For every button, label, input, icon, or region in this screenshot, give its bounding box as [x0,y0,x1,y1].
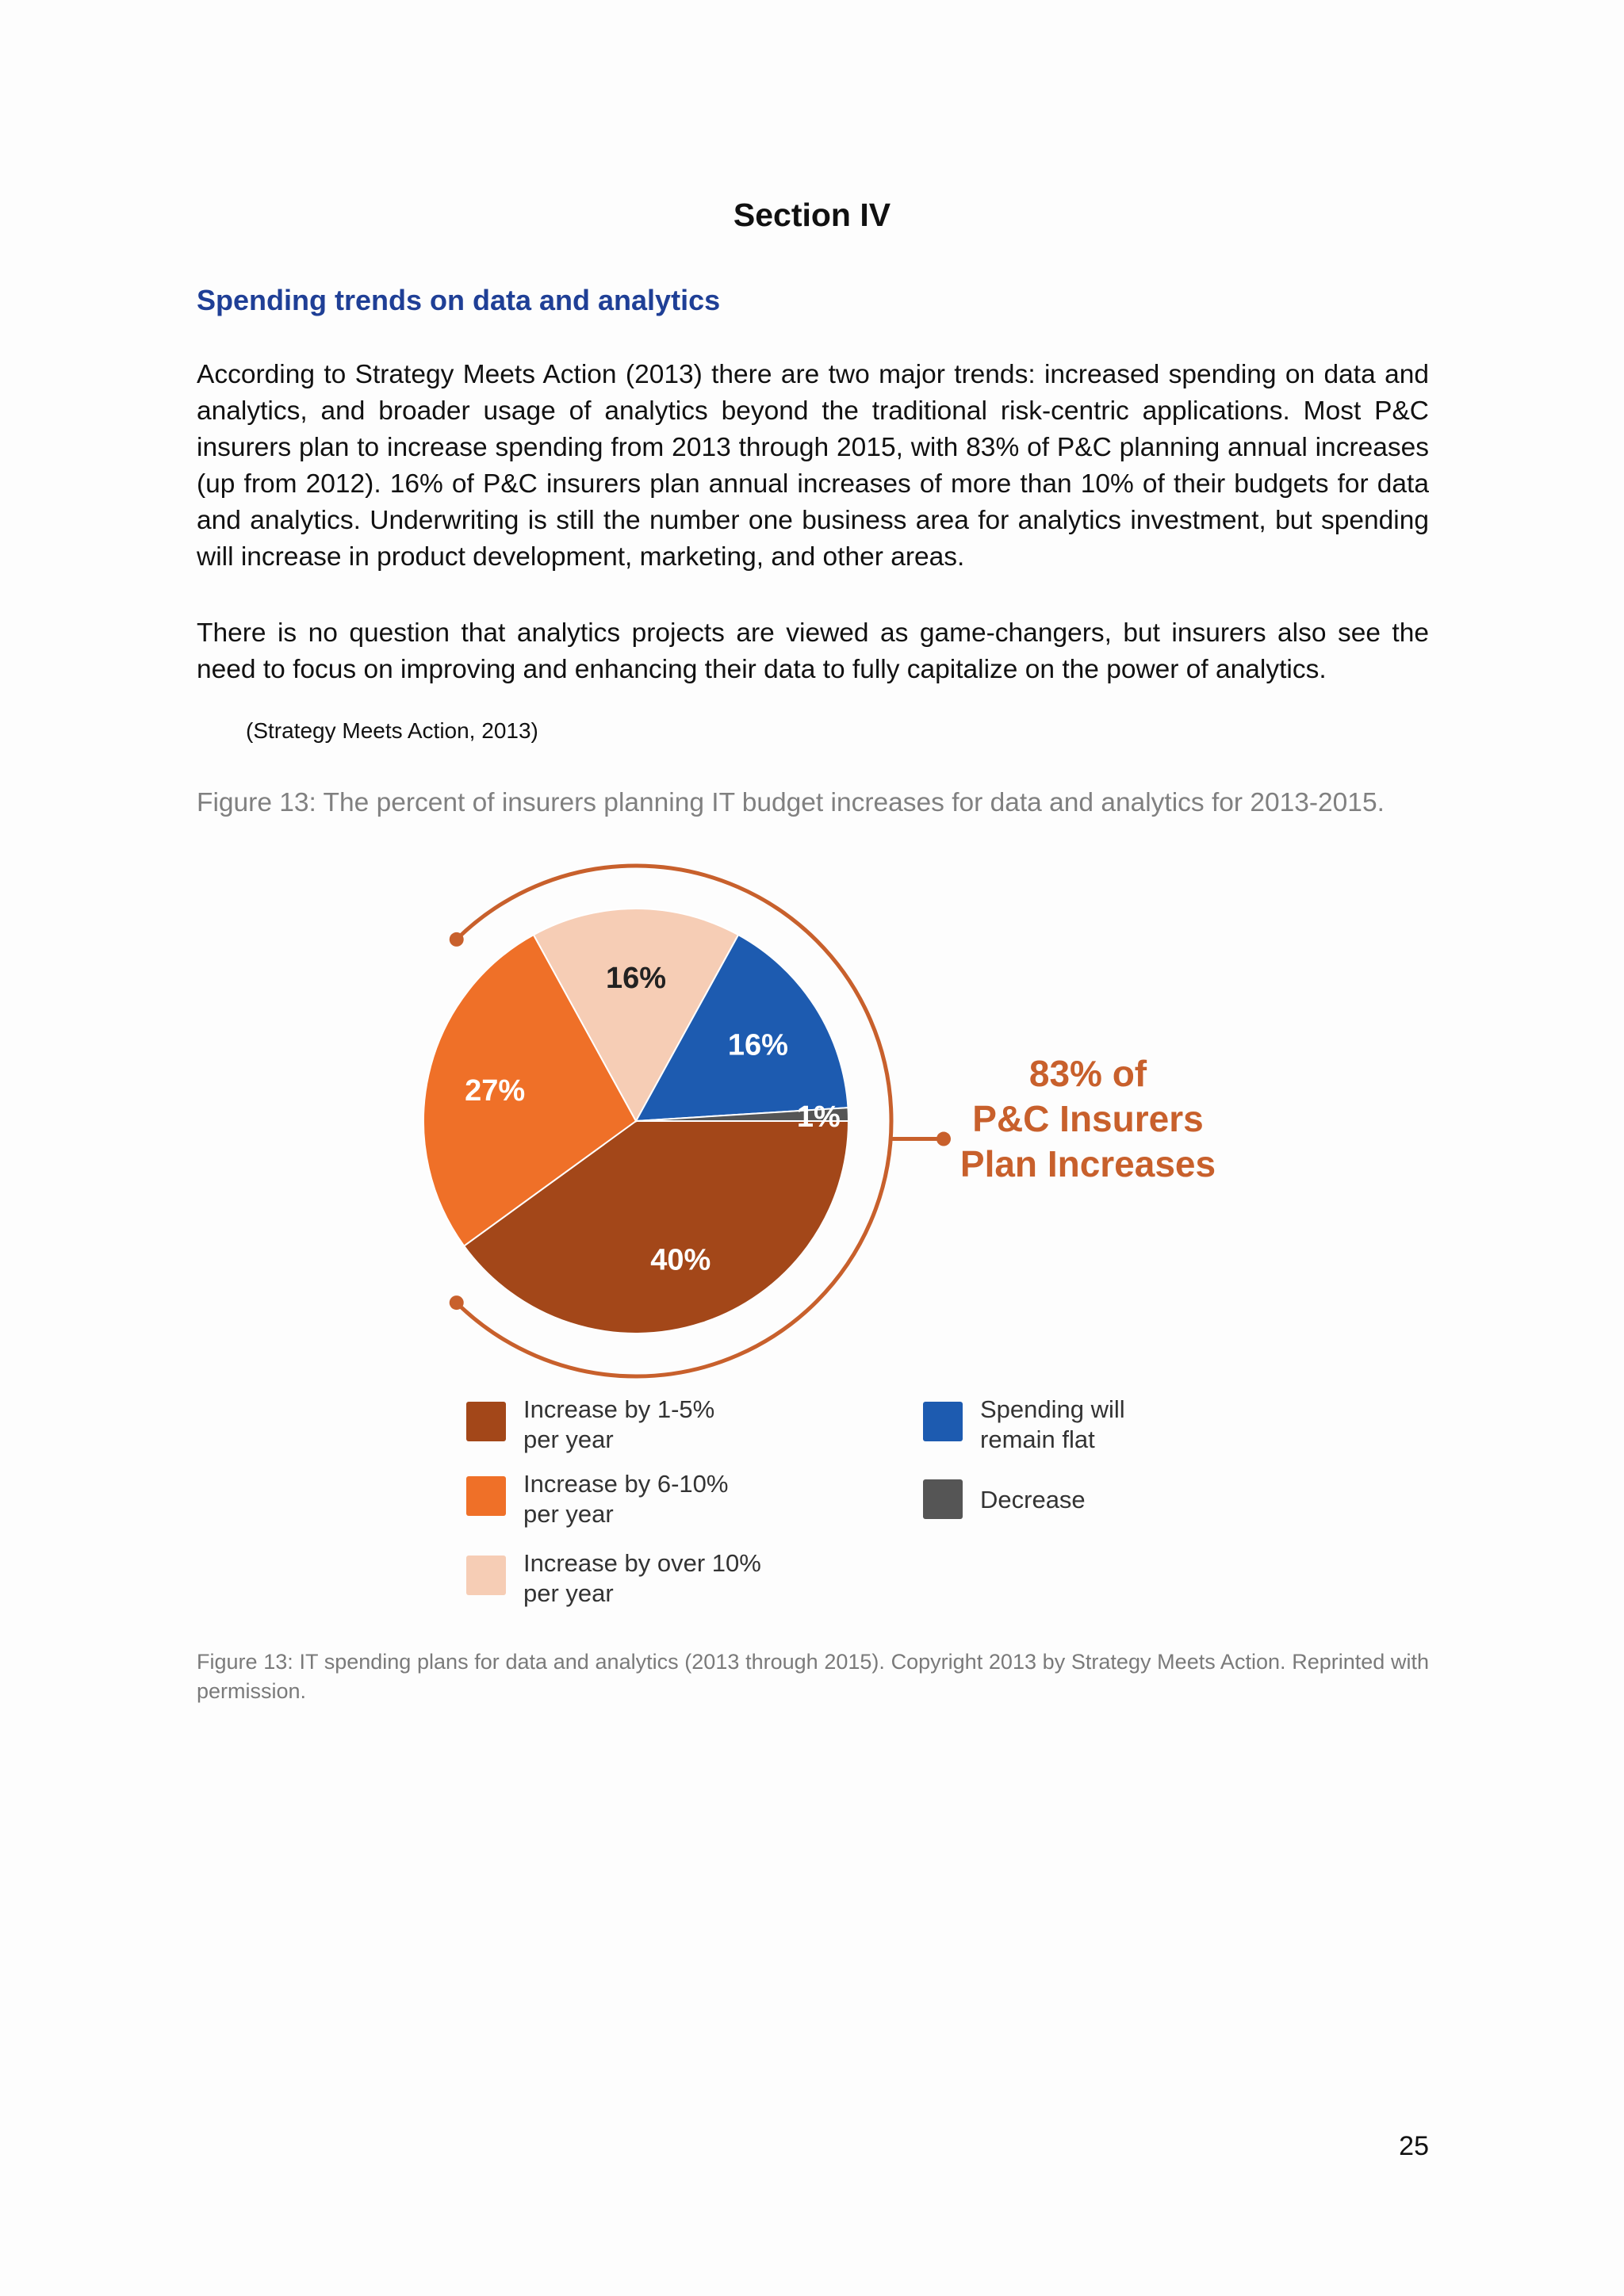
slice-label-1: 40% [650,1243,711,1277]
arc-endpoint-bottom [450,1295,464,1310]
legend-label-3-line-1: Increase by over 10% [523,1549,761,1577]
subsection-heading: Spending trends on data and analytics [197,284,721,316]
slice-label-5: 1% [796,1100,841,1134]
legend-label-2-line-1: Increase by 6-10% [523,1470,729,1498]
legend-label-3-line-2: per year [523,1579,614,1607]
legend-swatch-1 [466,1402,506,1441]
page-number: 25 [1399,2131,1429,2161]
paragraph-1: According to Strategy Meets Action (2013) there are two major trends: increased spending on data and analytics, and broader usage of analytics beyond the traditional risk-centric applications. Most P&C insurers plan to increase spending from 2013 through 2015, with 83% of P&C planning annual increases (up from 2012). 16% of P&C insurers plan annual increases of more than 10% of their budgets for data and analytics. Underwriting is still the number one business area for analytics investment, but spending will increase in product development, marketing, and other areas. [197,360,1429,572]
legend-swatch-3 [466,1556,506,1595]
callout-line-2: P&C Insurers [972,1098,1204,1139]
citation: (Strategy Meets Action, 2013) [246,718,538,743]
slice-label-3: 16% [605,961,667,995]
section-heading: Section IV [733,197,891,233]
legend-label-4-line-2: remain flat [980,1425,1095,1453]
legend-swatch-2 [466,1476,506,1516]
slice-label-2: 27% [465,1074,526,1108]
paragraph-2: There is no question that analytics projects are viewed as game-changers, but insurers also see the need to focus on improving and enhancing their data to fully capitalize on the power of analytics. [197,618,1429,684]
legend-label-2-line-2: per year [523,1500,614,1528]
callout-line-1: 83% of [1028,1053,1147,1094]
callout-line-3: Plan Increases [959,1143,1216,1184]
legend-label-1-line-2: per year [523,1425,614,1453]
arc-endpoint-top [450,932,464,947]
slice-label-4: 16% [727,1028,788,1062]
legend-swatch-4 [923,1402,963,1441]
figure-title: Figure 13: The percent of insurers planning IT budget increases for data and analytics for 2013-2015. [197,788,1385,817]
legend-label-5-line-1: Decrease [980,1486,1086,1513]
callout-dot [936,1132,951,1146]
legend-swatch-5 [923,1479,963,1519]
legend-label-4-line-1: Spending will [980,1395,1125,1423]
legend-label-1-line-1: Increase by 1-5% [523,1395,715,1423]
figure-caption: Figure 13: IT spending plans for data and analytics (2013 through 2015). Copyright 2013 by Strategy Meets Action. Reprinted with permission. [197,1650,1429,1703]
